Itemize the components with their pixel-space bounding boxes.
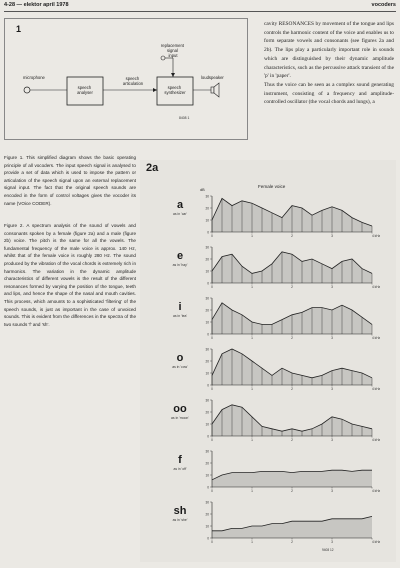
x-tick-label: 1 [251,336,253,340]
x-tick-label: 1 [251,234,253,238]
sound-label-f: f [178,454,182,466]
sound-example-a: as in 'car' [172,212,188,216]
speech-analyser-label [77,85,93,95]
sound-example-f: as in 'off' [173,467,187,471]
sound-label-oo: oo [173,403,187,415]
figure-1-caption-text: Figure 1. This simplified diagram shows the basic operating principle of all vocoders. The input speech signal is analysed to provide a set of data which is used to impose the pattern or articulation of the speech signal upon an external replacement signal input. The fact that the original speech sounds are encoded in the form of control voltages gives the vocoder its name (VOice CODER). [4,155,136,206]
section-title: vocoders [371,2,396,8]
x-tick-label: 3 [331,438,333,442]
y-tick-label: 0 [207,383,209,388]
x-tick-label: 2 [291,489,293,493]
sound-example-e: as in 'hay' [172,263,188,267]
x-tick-label: 4 kHz [372,489,381,493]
spectrum-plot-a [173,194,381,238]
microphone-label: microphone [23,75,45,80]
x-tick-label: 3 [331,234,333,238]
spectrum-plot-i [173,296,381,340]
y-tick-label: 30 [205,194,209,199]
x-tick-label: 4 kHz [372,336,381,340]
spectrum-area-sh [212,516,372,538]
sound-label-o: o [176,352,184,364]
x-tick-label: 1 [251,438,253,442]
x-tick-label: 2 [291,234,293,238]
y-tick-label: 20 [205,410,209,415]
spectrum-plot-sh [173,500,381,544]
x-tick-label: 3 [331,387,333,391]
y-tick-label: 0 [207,485,209,490]
y-tick-label: 20 [205,308,209,313]
x-tick-label: 3 [331,336,333,340]
replacement-signal-input-jack [161,56,165,60]
x-tick-label: 1 [251,387,253,391]
y-tick-label: 20 [205,512,209,517]
speech-analyser-line1: speech [77,85,92,90]
speech-articulation-label: speech articulation [122,76,144,86]
sound-label-sh: sh [173,505,187,517]
spectrum-plot-o [172,347,380,391]
spectra-chart [140,160,396,562]
sound-label-i: i [178,301,182,313]
running-header [0,2,400,11]
y-tick-label: 20 [205,206,209,211]
x-tick-label: 4 kHz [372,234,381,238]
x-tick-label: 0 [211,336,213,340]
x-tick-label: 0 [211,540,213,544]
y-tick-label: 30 [205,347,209,352]
figure-2a-spectra [140,160,396,562]
x-tick-label: 1 [251,540,253,544]
y-tick-label: 0 [207,536,209,541]
figure-1-code: 8408 1 [179,116,190,120]
y-tick-label: 30 [205,500,209,505]
y-tick-label: 0 [207,332,209,337]
y-tick-label: 20 [205,257,209,262]
x-tick-label: 3 [331,489,333,493]
sound-example-i: as in 'tea' [172,314,188,318]
y-tick-label: 10 [205,473,209,478]
x-tick-label: 2 [291,285,293,289]
y-tick-label: 30 [205,245,209,250]
figure-1-number: 1 [16,24,22,34]
loudspeaker-label: loudspeaker [201,75,224,80]
x-tick-label: 3 [331,540,333,544]
figure-2-caption-text: Figure 2. A spectrum analysis of the sound of vowels and consonants spoken by a female (figure 2a) and a male (figure 2b) voice. The pitch is the same for all the vowels. The fundamental frequency of the male voice is approx. 140 Hz, whilst that of the female voice is roughly 280 Hz. The sound produced by the vibration of the vocal chords is extremely rich in harmonics. The variation in the dynamic amplitude characteristics of different vowels is the result of the different resonances formed by varying the position of the tongue, teeth and lips, and hence the shape of the nasal and mouth cavities. This process, which amounts to a sophisticated 'filtering' of the speech sounds, is just as important in the case of unvoiced sounds. This is evident from the differences in the spectra of the two sounds 'f' and 'sh'. [4,223,136,327]
speech-analyser-line2: analyser [77,90,93,95]
sound-label-a: a [176,199,184,211]
y-tick-label: 10 [205,371,209,376]
x-tick-label: 1 [251,285,253,289]
x-tick-label: 2 [291,336,293,340]
y-tick-label: 30 [205,449,209,454]
sound-example-oo: as in 'moon' [171,416,189,420]
body-paragraph: Thus the voice can be seen as a complex sound generating instrument, consisting of a frequency and amplitude-controlled oscillator (the vocal chords and lungs), a [264,81,394,106]
chart-title: Female voice [258,184,286,189]
loudspeaker-icon [211,83,219,97]
x-tick-label: 0 [211,387,213,391]
x-tick-label: 4 kHz [372,540,381,544]
figure-1-caption [4,154,136,207]
sound-example-sh: as in 'she' [172,518,188,522]
figure-2a-label: 2a [146,162,159,174]
x-tick-label: 0 [211,489,213,493]
spectrum-plot-e [173,245,381,289]
y-tick-label: 10 [205,524,209,529]
x-tick-label: 4 kHz [372,438,381,442]
x-tick-label: 1 [251,489,253,493]
y-tick-label: 30 [205,398,209,403]
y-tick-label: 10 [205,218,209,223]
y-unit-label: dB [200,188,205,192]
microphone-icon [24,87,67,93]
x-tick-label: 0 [211,285,213,289]
body-paragraph: cavity RESONANCES by movement of the tongue and lips controls the harmonic content of the voice and enables us to form separate vowels and consonants (see figures 2a and 2b). The lips play a particularly important role in sounds which are distinguished by their dynamic amplitude characteristics, such as the percussive attack transient of the 'p' in 'paper'. [264,21,394,80]
spectrum-plot-oo [171,398,380,442]
x-tick-label: 3 [331,285,333,289]
x-tick-label: 0 [211,438,213,442]
figure-2-code: 9408 12 [322,548,334,552]
y-tick-label: 10 [205,320,209,325]
y-tick-label: 20 [205,359,209,364]
y-tick-label: 30 [205,296,209,301]
replacement-signal-label: replacement signal input [160,43,184,58]
x-tick-label: 4 kHz [372,285,381,289]
sound-label-e: e [176,250,184,262]
y-tick-label: 0 [207,281,209,286]
figure-2-caption [4,222,136,328]
header-rule [4,11,396,12]
body-text-column [264,20,394,107]
y-tick-label: 10 [205,269,209,274]
figure-1-block-diagram [4,18,248,140]
x-tick-label: 2 [291,438,293,442]
y-tick-label: 10 [205,422,209,427]
x-tick-label: 0 [211,234,213,238]
x-tick-label: 4 kHz [372,387,381,391]
y-tick-label: 20 [205,461,209,466]
speech-synthesizer-label: speech synthesizer [164,85,186,95]
page-number-and-issue: 4-28 — elektor april 1978 [4,2,69,8]
y-tick-label: 0 [207,434,209,439]
sound-example-o: as in 'cow' [172,365,188,369]
y-tick-label: 0 [207,230,209,235]
x-tick-label: 2 [291,387,293,391]
spectrum-plot-f [173,449,380,493]
x-tick-label: 2 [291,540,293,544]
